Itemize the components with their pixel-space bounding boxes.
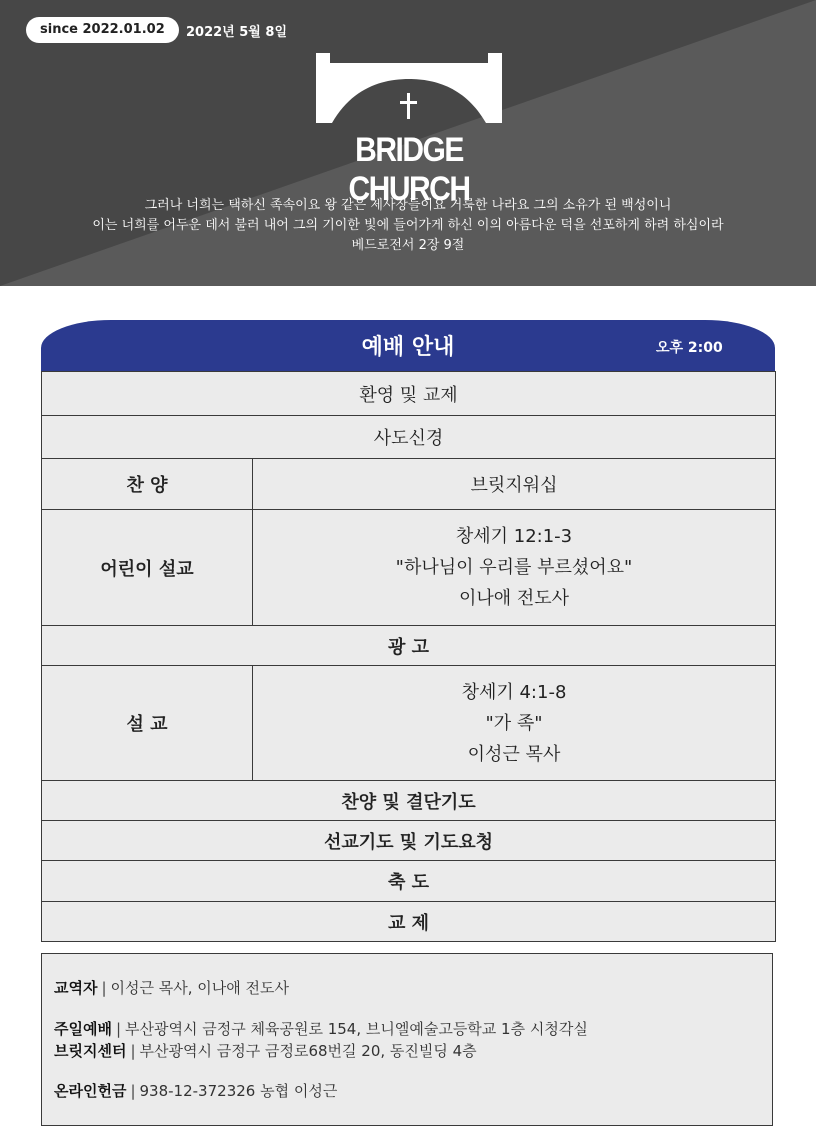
info-label: 온라인헌금 [54,1082,127,1100]
order-item: 광 고 [42,626,776,666]
info-value: 부산광역시 금정구 체육공원로 154, 브니엘예술고등학교 1층 시청각실 [125,1020,588,1038]
info-value: 938-12-372326 농협 이성근 [139,1082,338,1100]
scripture: 창세기 4:1-8 [461,681,567,703]
order-item: 축 도 [42,861,776,902]
sunday-service-line [54,1018,588,1039]
order-item: 환영 및 교제 [42,372,776,416]
service-time: 오후 2:00 [656,340,723,356]
header-banner [0,0,816,286]
order-item: 찬양 및 결단기도 [42,781,776,821]
table-row [42,626,776,666]
order-item: 사도신경 [42,416,776,459]
info-label: 교역자 [54,979,98,997]
table-row [42,821,776,861]
sermon-title: "하나님이 우리를 부르셨어요" [395,557,633,578]
order-item: 교 제 [42,902,776,942]
logo-text: BRIDGE CHURCH [348,131,470,209]
info-label: 브릿지센터 [54,1042,127,1060]
table-row [42,372,776,416]
order-item: 선교기도 및 기도요청 [42,821,776,861]
separator: | [115,1020,122,1038]
order-value [253,666,776,781]
info-label: 주일예배 [54,1020,112,1038]
church-logo [316,53,502,209]
bulletin-date: 2022년 5월 8일 [186,25,287,40]
bridge-icon [316,53,502,123]
verse-line: 이는 너희를 어두운 데서 불러 내어 그의 기이한 빛에 들어가게 하신 이의 아름다운 덕을 선포하게 하려 하심이라 [92,218,724,233]
verse-reference: 베드로전서 2장 9절 [351,238,465,253]
offering-line [54,1080,337,1101]
table-row [42,510,776,626]
info-value: 이성근 목사, 이나애 전도사 [110,979,290,997]
order-label: 어린이 설교 [42,510,253,626]
separator: | [130,1082,136,1100]
service-order [41,320,775,942]
table-row [42,459,776,510]
service-title: 예배 안내 [361,335,455,360]
verse-line: 그러나 너희는 택하신 족속이요 왕 같은 제사장들이요 거룩한 나라요 그의 소유가 된 백성이니 [144,198,672,213]
service-header [41,320,775,371]
scripture: 창세기 12:1-3 [455,526,573,547]
order-label: 설 교 [42,666,253,781]
speaker: 이나애 전도사 [458,588,570,609]
table-row [42,781,776,821]
ministers-line [54,977,289,998]
table-row [42,861,776,902]
separator: | [130,1042,136,1060]
sermon-title: "가 족" [485,712,543,734]
church-info [41,953,773,1126]
info-value: 부산광역시 금정구 금정로68번길 20, 동진빌딩 4층 [139,1042,477,1060]
table-row [42,416,776,459]
bible-verse [0,196,816,256]
order-label: 찬 양 [42,459,253,510]
table-row [42,666,776,781]
service-table [41,371,776,942]
order-value [253,510,776,626]
speaker: 이성근 목사 [467,743,561,765]
bridge-center-line [54,1040,477,1061]
table-row [42,902,776,942]
separator: | [101,979,107,997]
since-badge: since 2022.01.02 [26,17,179,43]
order-value: 브릿지워십 [253,459,776,510]
